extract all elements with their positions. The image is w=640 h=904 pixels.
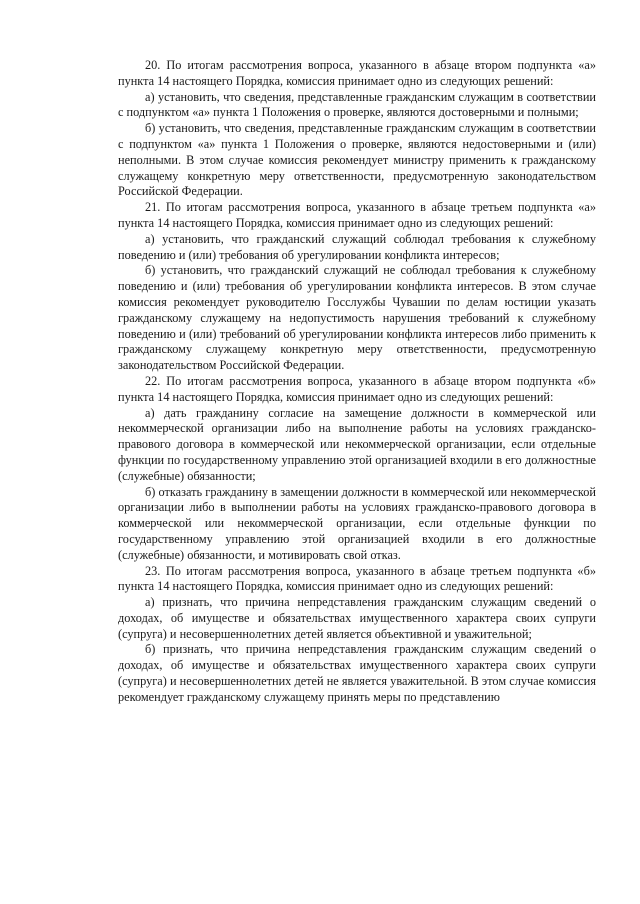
paragraph-21: 21. По итогам рассмотрения вопроса, указанного в абзаце третьем подпункта «а» пункта 14 настоящего Порядка, комиссия принимает одно из следующих решений:: [118, 200, 596, 230]
paragraph-20-a: а) установить, что сведения, представленные гражданским служащим в соответствии с подпунктом «а» пункта 1 Положения о проверке, являются достоверными и полными;: [118, 89, 596, 120]
paragraph-23: 23. По итогам рассмотрения вопроса, указанного в абзаце третьем подпункта «б» пункта 14 настоящего Порядка, комиссия принимает одно из следующих решений:: [118, 563, 596, 594]
paragraph-23-a: а) признать, что причина непредставления гражданским служащим сведений о доходах, об имуществе и обязательствах имущественного характера своих супруги (супруга) и несовершеннолетних детей является объективной и уважительной;: [118, 595, 596, 641]
paragraph-20: 20. По итогам рассмотрения вопроса, указанного в абзаце втором подпункта «а» пункта 14 настоящего Порядка, комиссия принимает одно из следующих решений:: [118, 58, 596, 88]
paragraph-22: 22. По итогам рассмотрения вопроса, указанного в абзаце втором подпункта «б» пункта 14 настоящего Порядка, комиссия принимает одно из следующих решений:: [118, 373, 596, 404]
paragraph-23-b: б) признать, что причина непредставления гражданским служащим сведений о доходах, об имуществе и обязательствах имущественного характера своих супруги (супруга) и несовершеннолетних детей не является уважительной. В этом случае комиссия рекомендует гражданскому служащему принять меры по представлению: [118, 642, 596, 704]
paragraph-22-a: а) дать гражданину согласие на замещение должности в коммерческой или некоммерческой организации либо на выполнение работы на условиях гражданско-правового договора в коммерческой или некоммерческой организации, если отдельные функции по государственному управлению этой организацией входили в его должностные (служебные) обязанности;: [118, 405, 596, 483]
paragraph-21-b: б) установить, что гражданский служащий не соблюдал требования к служебному поведению и (или) требования об урегулировании конфликта интересов. В этом случае комиссия рекомендует руководителю Госслужбы Чувашии по делам юстиции указать гражданскому служащему на недопустимость нарушения требований к служебному поведению и (или) требований об урегулировании конфликта интересов либо применить к гражданскому служащему конкретную меру ответственности, предусмотренную законодательством Российской Федерации.: [118, 263, 596, 373]
paragraph-22-b: б) отказать гражданину в замещении должности в коммерческой или некоммерческой организации либо в выполнении работы на условиях гражданско-правового договора в коммерческой или некоммерческой организации, если отдельные функции по государственному управлению этой организацией входили в его должностные (служебные) обязанности, и мотивировать свой отказ.: [118, 484, 596, 562]
paragraph-20-b: б) установить, что сведения, представленные гражданским служащим в соответствии с подпунктом «а» пункта 1 Положения о проверке, являются недостоверными и (или) неполными. В этом случае комиссия рекомендует министру применить к гражданскому служащему конкретную меру ответственности, предусмотренную законодательством Российской Федерации.: [118, 121, 596, 199]
paragraph-21-a: а) установить, что гражданский служащий соблюдал требования к служебному поведению и (или) требования об урегулировании конфликта интересов;: [118, 231, 596, 262]
